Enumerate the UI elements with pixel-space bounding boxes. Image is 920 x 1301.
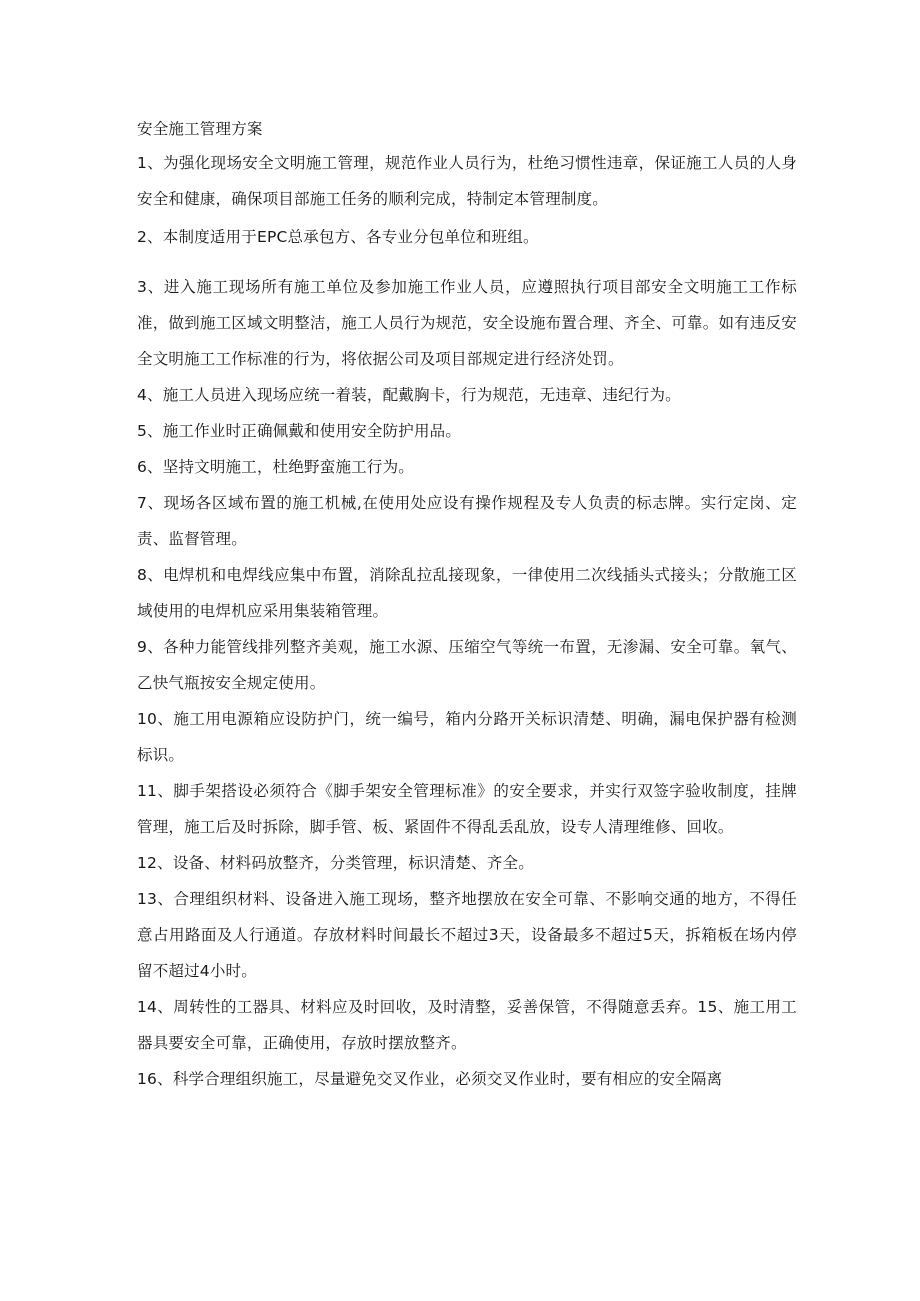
- paragraph-3: 3、进入施工现场所有施工单位及参加施工作业人员，应遵照执行项目部安全文明施工工作标准，做到施工区域文明整洁，施工人员行为规范，安全设施布置合理、齐全、可靠。如有违反安全文明施工工作标准的行为，将依据公司及项目部规定进行经济处罚。: [137, 278, 797, 368]
- document-title: 安全施工管理方案: [137, 120, 263, 138]
- paragraph-8: 8、电焊机和电焊线应集中布置，消除乱拉乱接现象，一律使用二次线插头式接头；分散施工区域使用的电焊机应采用集装箱管理。: [137, 566, 797, 620]
- paragraph-13: 13、合理组织材料、设备进入施工现场，整齐地摆放在安全可靠、不影响交通的地方，不得任意占用路面及人行通道。存放材料时间最长不超过3天，设备最多不超过5天，拆箱板在场内停留不超过4小时。: [137, 890, 797, 980]
- paragraph-7: 7、现场各区域布置的施工机械,在使用处应设有操作规程及专人负责的标志牌。实行定岗、定责、监督管理。: [137, 494, 797, 548]
- paragraph-5: 5、施工作业时正确佩戴和使用安全防护用品。: [137, 422, 462, 440]
- paragraph-16: 16、科学合理组织施工，尽量避免交叉作业，必须交叉作业时，要有相应的安全隔离: [137, 1070, 723, 1088]
- paragraph-1: 1、为强化现场安全文明施工管理，规范作业人员行为，杜绝习惯性违章，保证施工人员的人身安全和健康，确保项目部施工任务的顺利完成，特制定本管理制度。: [137, 154, 797, 208]
- paragraph-9: 9、各种力能管线排列整齐美观，施工水源、压缩空气等统一布置，无渗漏、安全可靠。氧气、乙快气瓶按安全规定使用。: [137, 638, 797, 692]
- paragraph-10: 10、施工用电源箱应设防护门，统一编号，箱内分路开关标识清楚、明确，漏电保护器有检测标识。: [137, 710, 797, 764]
- paragraph-11: 11、脚手架搭设必须符合《脚手架安全管理标准》的安全要求，并实行双签字验收制度，挂牌管理，施工后及时拆除，脚手管、板、紧固件不得乱丢乱放，设专人清理维修、回收。: [137, 782, 797, 836]
- document-body: [137, 113, 797, 1097]
- paragraph-6: 6、坚持文明施工，杜绝野蛮施工行为。: [137, 458, 414, 476]
- paragraph-4: 4、施工人员进入现场应统一着装，配戴胸卡，行为规范，无违章、违纪行为。: [137, 386, 681, 404]
- paragraph-12: 12、设备、材料码放整齐，分类管理，标识清楚、齐全。: [137, 854, 534, 872]
- paragraph-14: 14、周转性的工器具、材料应及时回收，及时清整，妥善保管，不得随意丢弃。15、施工用工器具要安全可靠，正确使用，存放时摆放整齐。: [137, 998, 797, 1052]
- paragraph-2: 2、本制度适用于EPC总承包方、各专业分包单位和班组。: [137, 228, 539, 246]
